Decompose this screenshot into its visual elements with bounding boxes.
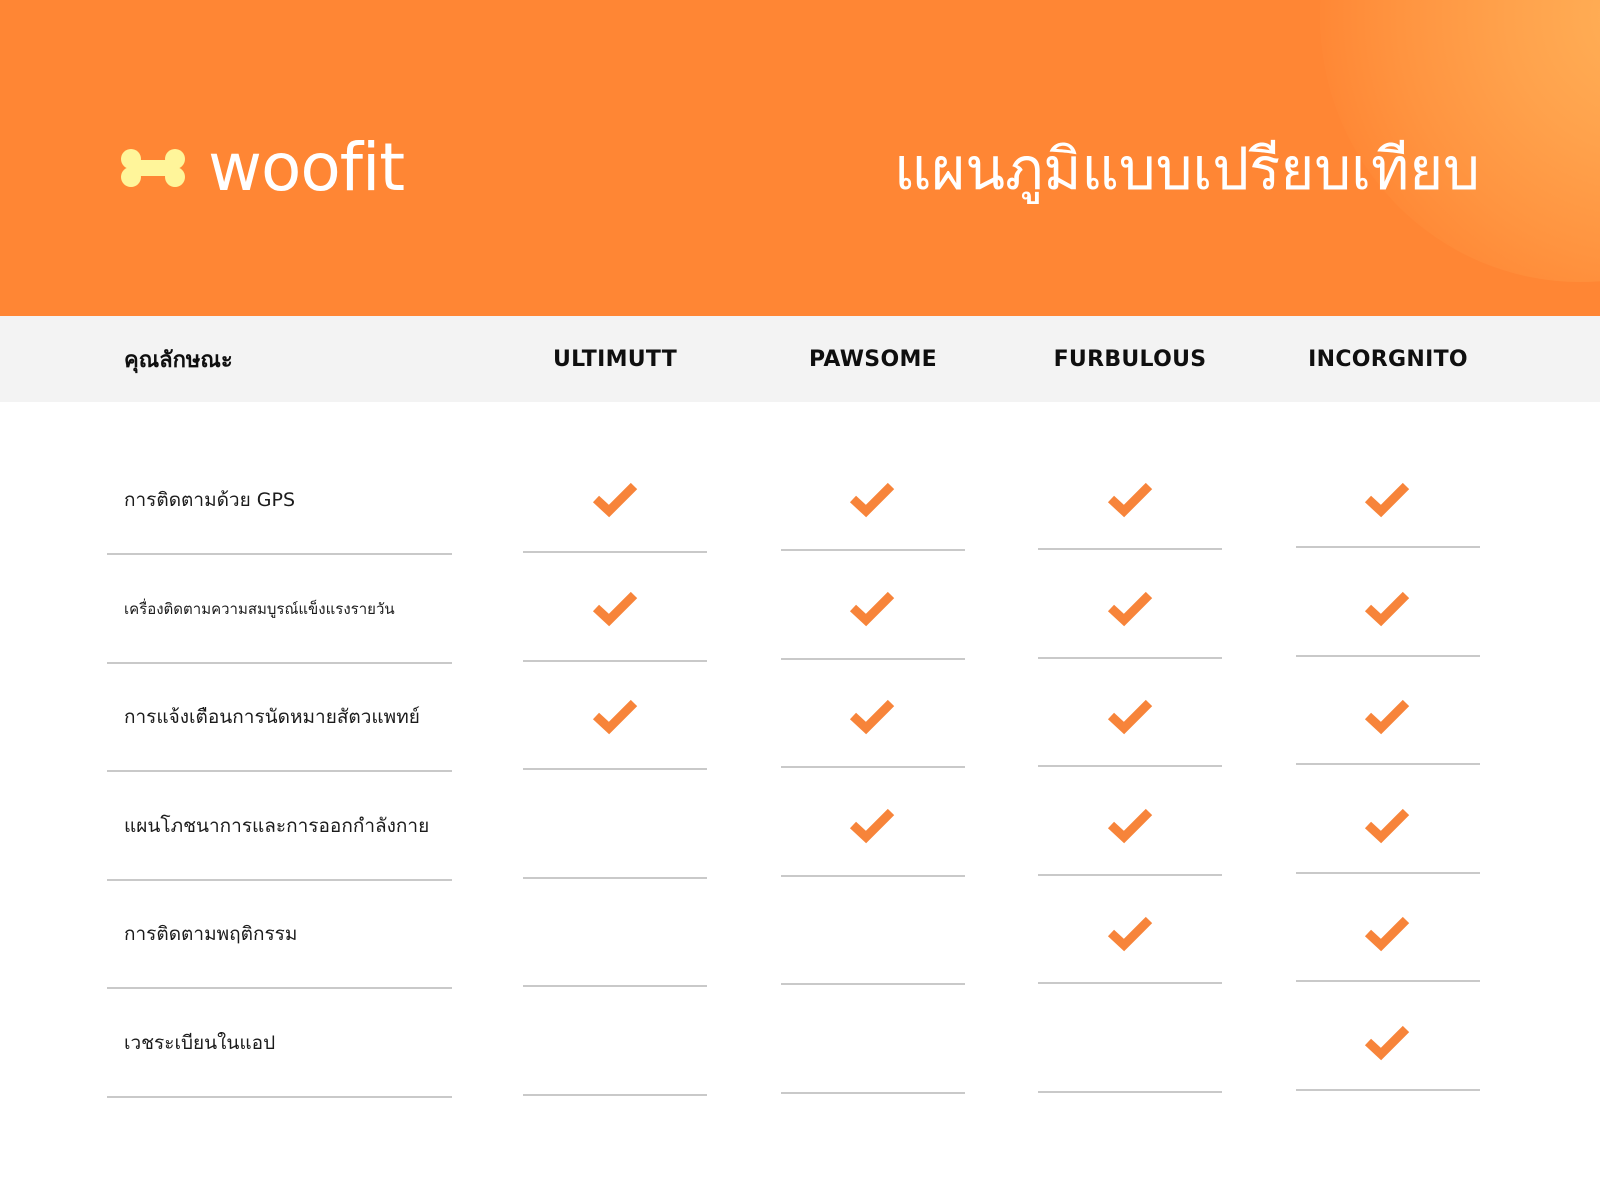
- feature-label: แผนโภชนาการและการออกกำลังกาย: [124, 814, 430, 837]
- row-divider: [523, 768, 707, 770]
- feature-label: การแจ้งเตือนการนัดหมายสัตวแพทย์: [124, 706, 420, 728]
- row-divider: [1296, 980, 1480, 982]
- check-icon: [1105, 695, 1155, 737]
- check-icon: [1362, 695, 1412, 737]
- check-icon: [1105, 478, 1155, 520]
- row-divider: [781, 875, 965, 877]
- check-icon: [847, 695, 897, 737]
- check-icon: [590, 695, 640, 737]
- feature-label: เครื่องติดตามความสมบูรณ์แข็งแรงรายวัน: [124, 599, 395, 618]
- feature-column-header: คุณลักษณะ: [124, 347, 233, 373]
- row-divider: [781, 658, 965, 660]
- feature-label: การติดตามด้วย GPS: [124, 489, 296, 511]
- check-icon: [1362, 804, 1412, 846]
- feature-label: การติดตามพฤติกรรม: [124, 923, 298, 945]
- row-divider: [781, 766, 965, 768]
- check-icon: [847, 478, 897, 520]
- check-icon: [847, 587, 897, 629]
- row-divider: [523, 985, 707, 987]
- row-divider: [1296, 763, 1480, 765]
- row-divider: [107, 553, 452, 555]
- row-divider: [1296, 655, 1480, 657]
- page-title: แผนภูมิแบบเปรียบเทียบ: [894, 134, 1480, 203]
- plan-header-pawsome: PAWSOME: [809, 346, 937, 372]
- plan-header-ultimutt: ULTIMUTT: [552, 346, 678, 372]
- check-icon: [1105, 587, 1155, 629]
- row-divider: [1038, 1091, 1222, 1093]
- row-divider: [107, 770, 452, 772]
- brand-name: woofit: [208, 129, 405, 206]
- row-divider: [1296, 1089, 1480, 1091]
- row-divider: [523, 660, 707, 662]
- check-icon: [1105, 804, 1155, 846]
- row-divider: [1038, 874, 1222, 876]
- row-divider: [523, 551, 707, 553]
- row-divider: [523, 1094, 707, 1096]
- row-divider: [781, 549, 965, 551]
- row-divider: [1038, 657, 1222, 659]
- row-divider: [1038, 982, 1222, 984]
- row-divider: [1296, 872, 1480, 874]
- row-divider: [1038, 548, 1222, 550]
- check-icon: [1362, 912, 1412, 954]
- check-icon: [847, 804, 897, 846]
- check-icon: [1362, 587, 1412, 629]
- feature-label: เวชระเบียนในแอป: [124, 1031, 276, 1054]
- row-divider: [781, 983, 965, 985]
- plan-header-furbulous: FURBULOUS: [1053, 346, 1207, 372]
- row-divider: [781, 1092, 965, 1094]
- row-divider: [107, 879, 452, 881]
- check-icon: [590, 587, 640, 629]
- row-divider: [1296, 546, 1480, 548]
- check-icon: [1362, 478, 1412, 520]
- row-divider: [523, 877, 707, 879]
- check-icon: [1362, 1021, 1412, 1063]
- row-divider: [107, 987, 452, 989]
- plan-header-incorgnito: INCORGNITO: [1308, 346, 1468, 372]
- row-divider: [107, 662, 452, 664]
- row-divider: [107, 1096, 452, 1098]
- row-divider: [1038, 765, 1222, 767]
- check-icon: [590, 478, 640, 520]
- check-icon: [1105, 912, 1155, 954]
